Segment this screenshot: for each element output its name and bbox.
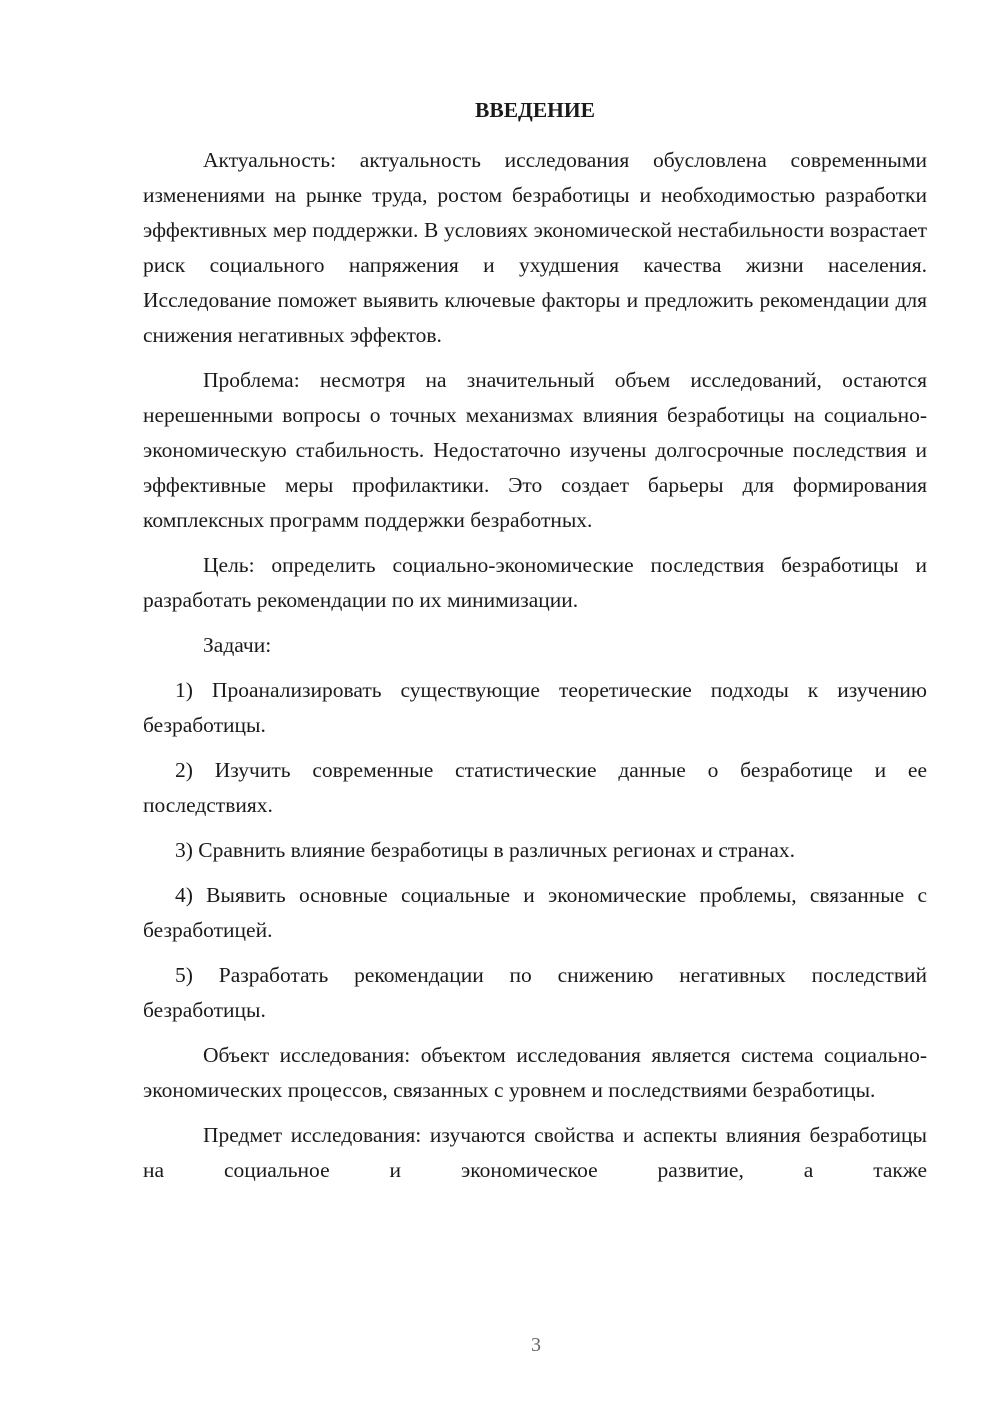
task-item: 1) Проанализировать существующие теоретические подходы к изучению безработицы. <box>143 678 927 737</box>
task-item: 2) Изучить современные статистические данные о безработице и ее последствиях. <box>143 758 927 817</box>
task-item: 3) Сравнить влияние безработицы в различных регионах и странах. <box>175 838 795 862</box>
paragraph-problem: Проблема: несмотря на значительный объем исследований, остаются нерешенными вопросы о точных механизмах влияния безработицы на социально-экономическую стабильность. Недостаточно изучены долгосрочные последствия и эффективные меры профилактики. Это создает барьеры для формирования комплексных программ поддержки безработных. <box>143 368 927 532</box>
task-item: 4) Выявить основные социальные и экономические проблемы, связанные с безработицей. <box>143 883 927 942</box>
paragraph-subject: Предмет исследования: изучаются свойства и аспекты влияния безработицы на социальное и экономическое развитие, а также <box>143 1123 927 1182</box>
page-content <box>143 93 927 1198</box>
paragraph-goal: Цель: определить социально-экономические последствия безработицы и разработать рекомендации по их минимизации. <box>143 553 927 612</box>
paragraph-relevance: Актуальность: актуальность исследования обусловлена современными изменениями на рынке труда, ростом безработицы и необходимостью разработки эффективных мер поддержки. В условиях экономической нестабильности возрастает риск социального напряжения и ухудшения качества жизни населения. Исследование поможет выявить ключевые факторы и предложить рекомендации для снижения негативных эффектов. <box>143 148 927 347</box>
paragraph-object: Объект исследования: объектом исследования является система социально-экономических процессов, связанных с уровнем и последствиями безработицы. <box>143 1043 927 1102</box>
task-item: 5) Разработать рекомендации по снижению негативных последствий безработицы. <box>143 963 927 1022</box>
tasks-heading: Задачи: <box>203 633 272 657</box>
page-number: 3 <box>531 1334 541 1356</box>
section-heading: ВВЕДЕНИЕ <box>475 98 595 122</box>
